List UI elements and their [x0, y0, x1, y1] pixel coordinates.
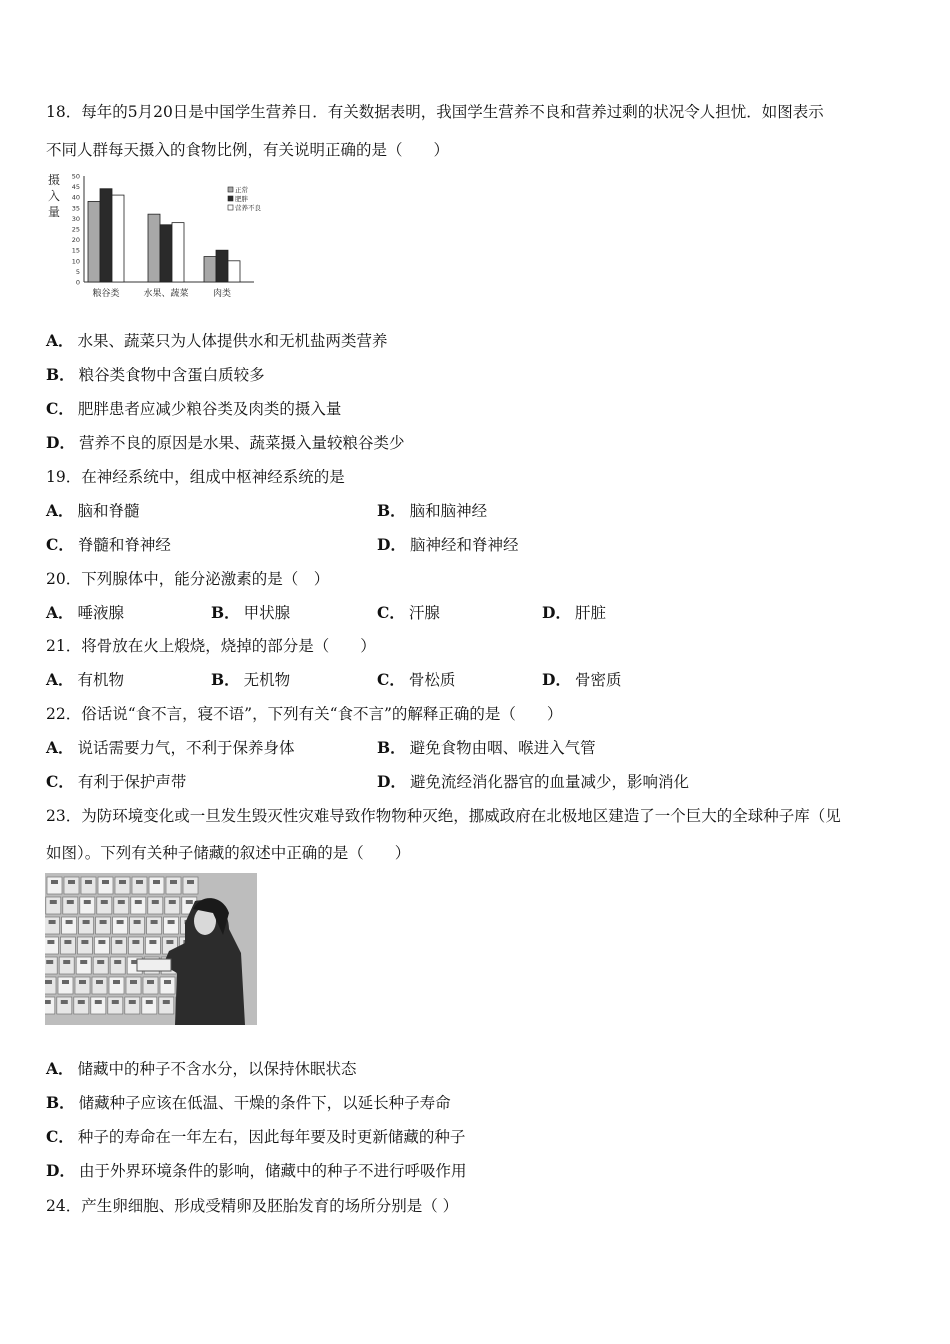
q22-option-d: D． 避免流经消化器官的血量减少，影响消化 [377, 772, 689, 791]
q23-option-a: A． 储藏中的种子不含水分，以保持休眠状态 [46, 1059, 357, 1078]
q21-option-d: D． 骨密质 [542, 670, 622, 689]
drawer [131, 897, 146, 914]
q20-option-a: A． 唾液腺 [46, 603, 125, 622]
drawer-label [112, 1000, 119, 1004]
drawer [109, 977, 124, 994]
drawer [113, 917, 128, 934]
drawer-label [47, 940, 54, 944]
q21-stem: 21．将骨放在火上煅烧，烧掉的部分是（ ） [46, 637, 376, 655]
drawer [45, 997, 55, 1014]
chart-legend [228, 185, 262, 212]
drawer-label [153, 880, 160, 884]
drawer [142, 997, 157, 1014]
q18-stem-line2: 不同人群每天摄入的食物比例，有关说明正确的是（ ） [46, 141, 450, 159]
chart-bar-2-1 [172, 223, 184, 282]
chart-ytick-label: 20 [71, 236, 80, 245]
drawer [45, 957, 57, 974]
drawer-label [136, 880, 143, 884]
q22-option-a: A． 说话需要力气，不利于保养身体 [46, 738, 295, 757]
drawer-label [97, 960, 104, 964]
q19-option-c: C． 脊髓和脊神经 [46, 535, 171, 554]
drawer-label [117, 920, 124, 924]
chart-bar-1-2 [216, 250, 228, 282]
food-intake-bar-chart [44, 170, 284, 300]
drawer-label [50, 900, 57, 904]
drawer-label [170, 880, 177, 884]
drawer [183, 877, 198, 894]
chart-bar-2-2 [228, 261, 240, 282]
q20-option-b: B． 甲状腺 [211, 603, 291, 622]
drawer [128, 937, 143, 954]
chart-ytick-label: 30 [71, 214, 80, 223]
drawer [94, 937, 109, 954]
q19-stem: 19．在神经系统中，组成中枢神经系统的是 [46, 468, 345, 486]
drawer-label [79, 980, 86, 984]
drawer-label [95, 1000, 102, 1004]
chart-ytick-label: 45 [71, 183, 80, 192]
chart-yticks [72, 173, 80, 287]
drawer [143, 977, 158, 994]
drawer [126, 977, 141, 994]
drawer-label [83, 920, 90, 924]
drawer-label [130, 980, 137, 984]
drawer-label [61, 1000, 68, 1004]
chart-legend-swatch-2 [228, 205, 233, 210]
chart-ytick-label: 35 [71, 204, 80, 213]
drawer-label [169, 900, 176, 904]
chart-ytick-label: 0 [75, 278, 80, 287]
chart-ytick-label: 15 [71, 246, 80, 255]
chart-ylabel-char: 摄 [47, 173, 61, 187]
drawer-label [163, 1000, 170, 1004]
q18-option-d: D． 营养不良的原因是水果、蔬菜摄入量较粮谷类少 [46, 433, 405, 452]
drawer-label [80, 960, 87, 964]
chart-ytick-label: 5 [75, 267, 80, 276]
chart-bar-2-0 [112, 195, 124, 282]
chart-ylabel [48, 172, 60, 219]
drawer [132, 877, 147, 894]
drawer [125, 997, 140, 1014]
drawer [63, 897, 78, 914]
drawer [58, 977, 73, 994]
drawer-label [151, 920, 158, 924]
q21-option-c: C． 骨松质 [377, 670, 456, 689]
drawer-label [147, 980, 154, 984]
q20-option-c: C． 汗腺 [377, 603, 440, 622]
chart-bar-1-0 [100, 189, 112, 282]
q23-stem-line2: 如图）。下列有关种子储藏的叙述中正确的是（ ） [46, 844, 411, 862]
drawer [91, 997, 106, 1014]
drawer-label [62, 980, 69, 984]
drawer-label [45, 1000, 51, 1004]
drawer [76, 957, 91, 974]
drawer-label [63, 960, 70, 964]
drawer [159, 997, 174, 1014]
chart-ytick-label: 40 [71, 193, 80, 202]
drawer-label [67, 900, 74, 904]
drawer-label [187, 880, 194, 884]
drawer [57, 997, 72, 1014]
chart-ytick-label: 10 [71, 257, 80, 266]
drawer [64, 877, 79, 894]
q22-stem: 22．俗话说“食不言，寝不语”，下列有关“食不言”的解释正确的是（ ） [46, 705, 563, 723]
drawer-label [46, 960, 53, 964]
q20-stem: 20．下列腺体中，能分泌激素的是（ ） [46, 570, 330, 588]
q20-option-d: D． 肝脏 [542, 603, 606, 622]
drawer-label [164, 980, 171, 984]
drawer [147, 917, 162, 934]
q19-option-b: B． 脑和脑神经 [377, 501, 488, 520]
chart-bar-0-2 [204, 257, 216, 282]
drawer [45, 977, 56, 994]
drawer-label [114, 960, 121, 964]
drawer-label [84, 900, 91, 904]
chart-legend-label-1: 肥胖 [235, 195, 248, 203]
drawer-label [98, 940, 105, 944]
drawer [60, 937, 75, 954]
drawer-label [81, 940, 88, 944]
chart-ytick-label: 50 [71, 172, 80, 181]
drawer-label [68, 880, 75, 884]
q18-stem-line1: 18．每年的5月20日是中国学生营养日．有关数据表明，我国学生营养不良和营养过剩的状况令人担忧．如图表示 [46, 103, 824, 121]
chart-bars [88, 189, 240, 282]
drawer-label [45, 980, 52, 984]
q19-option-a: A． 脑和脊髓 [46, 501, 140, 520]
drawer [111, 937, 126, 954]
drawer [80, 897, 95, 914]
q21-option-a: A． 有机物 [46, 670, 125, 689]
drawer [164, 917, 179, 934]
drawer [110, 957, 125, 974]
drawer [115, 877, 130, 894]
drawer-label [64, 940, 71, 944]
chart-xtick-label: 水果、蔬菜 [143, 289, 189, 299]
drawer-label [132, 940, 139, 944]
q22-option-b: B． 避免食物由咽、喉进入气管 [377, 738, 596, 757]
drawer-label [101, 900, 108, 904]
drawer-label [100, 920, 107, 924]
chart-xtick-label: 粮谷类 [92, 289, 120, 299]
drawer-label [152, 900, 159, 904]
q23-option-b: B． 储藏种子应该在低温、干燥的条件下，以延长种子寿命 [46, 1093, 451, 1112]
q18-option-b: B． 粮谷类食物中含蛋白质较多 [46, 365, 265, 384]
drawer-label [96, 980, 103, 984]
drawer [93, 957, 108, 974]
chart-ylabel-char: 入 [47, 189, 61, 203]
drawer [59, 957, 74, 974]
drawer-label [186, 900, 193, 904]
drawer [79, 917, 94, 934]
drawer [166, 877, 181, 894]
q19-option-d: D． 脑神经和脊神经 [377, 535, 519, 554]
chart-legend-label-0: 正常 [235, 186, 248, 194]
chart-bar-0-0 [88, 201, 100, 282]
drawer-label [149, 940, 156, 944]
drawer [45, 917, 60, 934]
drawer [165, 897, 180, 914]
chart-xtick-label: 肉类 [212, 289, 232, 299]
q22-option-c: C． 有利于保护声带 [46, 772, 187, 791]
drawer [114, 897, 129, 914]
chart-legend-label-2: 营养不良 [235, 204, 261, 212]
q18-option-c: C． 肥胖患者应减少粮谷类及肉类的摄入量 [46, 399, 342, 418]
drawer-label [85, 880, 92, 884]
drawer-label [102, 880, 109, 884]
drawer [75, 977, 90, 994]
chart-ylabel-char: 量 [47, 205, 61, 219]
drawer [46, 897, 61, 914]
drawer-label [115, 940, 122, 944]
drawer [47, 877, 62, 894]
drawer [45, 937, 58, 954]
drawer [77, 937, 92, 954]
drawer-label [51, 880, 58, 884]
drawer [148, 897, 163, 914]
drawer-label [146, 1000, 153, 1004]
drawer-label [118, 900, 125, 904]
drawer [92, 977, 107, 994]
seed-drawers [45, 877, 198, 1014]
drawer-label [49, 920, 56, 924]
drawer-label [135, 900, 142, 904]
drawer-label [113, 980, 120, 984]
q23-option-c: C． 种子的寿命在一年左右，因此每年要及时更新储藏的种子 [46, 1127, 466, 1146]
drawer [98, 877, 113, 894]
drawer [97, 897, 112, 914]
q21-option-b: B． 无机物 [211, 670, 291, 689]
chart-legend-swatch-0 [228, 187, 233, 192]
chart-legend-swatch-1 [228, 196, 233, 201]
drawer [130, 917, 145, 934]
chart-xlabels [92, 287, 231, 299]
chart-bar-1-1 [160, 225, 172, 282]
drawer-label [168, 920, 175, 924]
drawer [96, 917, 111, 934]
q18-option-a: A． 水果、蔬菜只为人体提供水和无机盐两类营养 [46, 331, 388, 350]
drawer-label [166, 940, 173, 944]
chart-bar-0-1 [148, 214, 160, 282]
seed-vault-photo [45, 873, 257, 1025]
drawer [81, 877, 96, 894]
q23-stem-line1: 23．为防环境变化或一旦发生毁灭性灾难导致作物物种灭绝，挪威政府在北极地区建造了一个巨大的全球种子库（见 [46, 807, 841, 825]
drawer [149, 877, 164, 894]
drawer [160, 977, 175, 994]
drawer [145, 937, 160, 954]
drawer [108, 997, 123, 1014]
chart-ytick-label: 25 [71, 225, 80, 234]
drawer-label [134, 920, 141, 924]
drawer [74, 997, 89, 1014]
drawer-label [119, 880, 126, 884]
drawer-label [129, 1000, 136, 1004]
q24-stem: 24．产生卵细胞、形成受精卵及胚胎发育的场所分别是（ ） [46, 1197, 459, 1215]
drawer-label [66, 920, 73, 924]
drawer-label [78, 1000, 85, 1004]
q23-option-d: D． 由于外界环境条件的影响，储藏中的种子不进行呼吸作用 [46, 1161, 467, 1180]
drawer [62, 917, 77, 934]
